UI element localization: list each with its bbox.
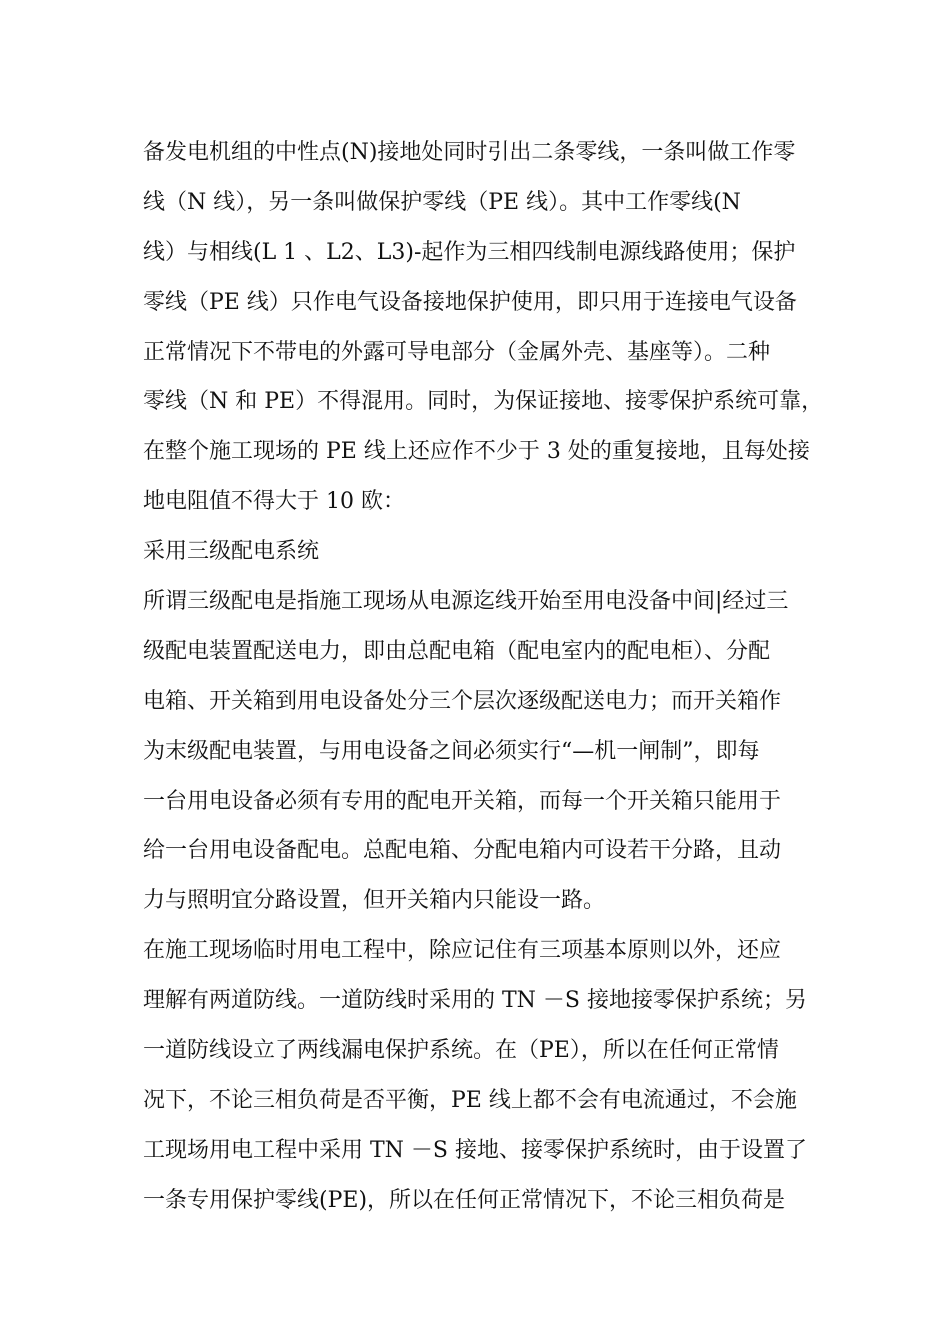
text-line: 给一台用电设备配电。总配电箱、分配电箱内可设若干分路，且动 (143, 838, 782, 864)
text-line: 况下，不论三相负荷是否平衡，PE 线上都不会有电流通过，不会施 (143, 1087, 797, 1113)
text-line: 一条专用保护零线(PE)，所以在任何正常情况下，不论三相负荷是 (143, 1187, 786, 1213)
text-line: 正常情况下不带电的外露可导电部分（金属外壳、基座等）。二种 (143, 339, 771, 365)
text-line: 理解有两道防线。一道防线时采用的 TN －S 接地接零保护系统；另 (143, 988, 807, 1014)
text-line: 为末级配电装置，与用电设备之间必须实行“—机一闸制”，即每 (143, 738, 760, 764)
text-line: 一台用电设备必须有专用的配电开关箱，而每一个开关箱只能用于 (143, 788, 782, 814)
text-line: 零线（N 和 PE）不得混用。同时，为保证接地、接零保护系统可靠， (143, 389, 823, 415)
text-line: 地电阻值不得大于 10 欧： (143, 489, 405, 515)
text-line: 电箱、开关箱到用电设备处分三个层次逐级配送电力；而开关箱作 (143, 688, 782, 714)
text-line: 所谓三级配电是指施工现场从电源迄线开始至用电没备中间|经过三 (143, 589, 789, 615)
body-text (143, 128, 823, 1226)
text-line: 零线（PE 线）只作电气设备接地保护使用，即只用于连接电气设备 (143, 289, 797, 315)
text-line: 在整个施工现场的 PE 线上还应作不少于 3 处的重复接地，且每处接 (143, 439, 810, 465)
text-line: 线）与相线(L 1 、L2、L3)-起作为三相四线制电源线路使用；保护 (143, 239, 796, 265)
text-line: 工现场用电工程中采用 TN －S 接地、接零保护系统时，由于设置了 (143, 1137, 807, 1163)
text-line: 备发电机组的中性点(N)接地处同时引出二条零线，一条叫做工作零 (143, 140, 796, 165)
text-line: 一道防线设立了两线漏电保护系统。在（PE），所以在任何正常情 (143, 1038, 779, 1064)
section-heading: 采用三级配电系统 (143, 539, 320, 565)
text-line: 级配电装置配送电力，即由总配电箱（配电室内的配电柜）、分配 (143, 638, 771, 664)
text-line: 力与照明宜分路设置，但开关箱内只能设一路。 (143, 888, 606, 914)
text-line: 线（N 线），另一条叫做保护零线（PE 线）。其中工作零线(N (143, 189, 741, 215)
text-line: 在施工现场临时用电工程中，除应记住有三项基本原则以外，还应 (143, 938, 782, 964)
